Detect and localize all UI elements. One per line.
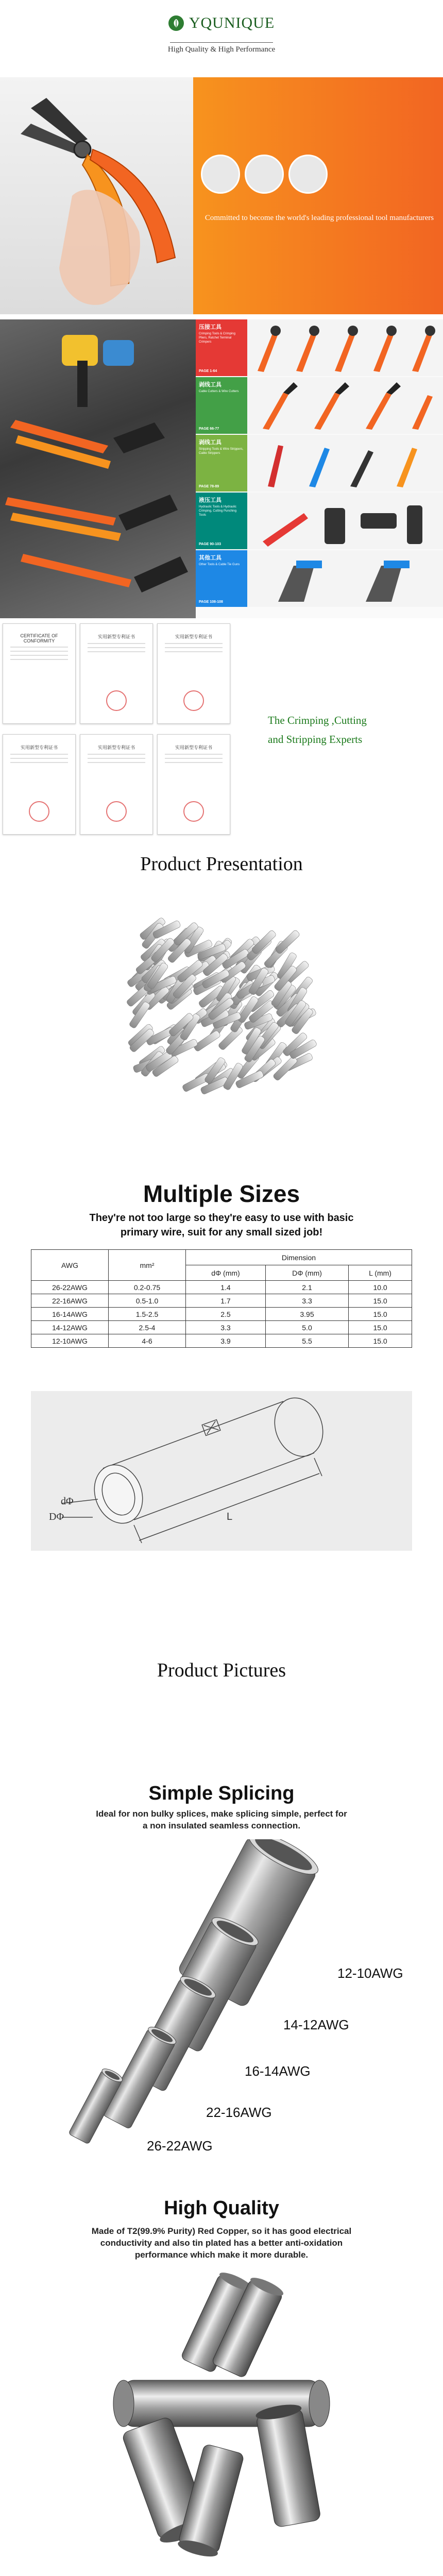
- cell-d: 1.4: [186, 1281, 266, 1294]
- awg-label-14-12: 14-12AWG: [283, 2017, 349, 2032]
- cell-L: 15.0: [349, 1294, 412, 1308]
- cell-D: 3.3: [265, 1294, 348, 1308]
- certificate-title: 实用新型专利证书: [20, 745, 58, 750]
- catalog-row-stripping: [196, 435, 443, 492]
- awg-label-26-22: 26-22AWG: [147, 2138, 213, 2154]
- cell-D: 3.95: [265, 1308, 348, 1321]
- certificate-card: [80, 623, 153, 724]
- certificate-card: [80, 734, 153, 835]
- catalog-row-cutting: [196, 377, 443, 434]
- high-quality-subtitle: Made of T2(99.9% Purity) Red Copper, so it has good electrical conductivity and also tin plated has a better anti-oxidation performance which make it more durable.: [91, 2226, 352, 2260]
- size-spec-table: [31, 1249, 412, 1348]
- catalog-card: [196, 377, 247, 434]
- certificate-title: CERTIFICATE OF CONFORMITY: [20, 633, 58, 643]
- catalog-tools-image: [247, 377, 443, 434]
- header-length: L (mm): [349, 1265, 412, 1281]
- catalog-card-title: 其他工具: [199, 555, 222, 561]
- cell-area: 1.5-2.5: [109, 1308, 186, 1321]
- catalog-card-page: PAGE 108-108: [199, 600, 223, 604]
- tool-thumbnail-3: [288, 155, 328, 194]
- cell-awg: 26-22AWG: [31, 1281, 109, 1294]
- catalog-card-title: 剥线工具: [199, 382, 222, 388]
- certificates-section: [0, 621, 443, 842]
- dimension-diagram: [31, 1391, 412, 1551]
- certificate-card: [157, 734, 230, 835]
- catalog-card: [196, 435, 247, 492]
- cell-awg: 12-10AWG: [31, 1334, 109, 1348]
- cell-L: 15.0: [349, 1334, 412, 1348]
- connector-tube: [193, 1030, 221, 1052]
- awg-label-16-14: 16-14AWG: [245, 2063, 311, 2079]
- cell-awg: 14-12AWG: [31, 1321, 109, 1334]
- catalog-card-page: PAGE 78-89: [199, 485, 219, 488]
- diagram-label-d: dΦ: [61, 1496, 74, 1507]
- cell-D: 5.0: [265, 1321, 348, 1334]
- catalog-card-subtitle: Cable Cutters & Wire Cutters: [199, 390, 239, 393]
- cell-d: 2.5: [186, 1308, 266, 1321]
- cell-area: 4-6: [109, 1334, 186, 1348]
- cell-L: 15.0: [349, 1321, 412, 1334]
- cell-d: 3.3: [186, 1321, 266, 1334]
- experts-tagline-line2: and Stripping Experts: [268, 733, 363, 745]
- brand-divider: [170, 42, 273, 43]
- seal-icon: [183, 690, 204, 711]
- cell-d: 3.9: [186, 1334, 266, 1348]
- simple-splicing-title: Simple Splicing: [148, 1783, 295, 1804]
- catalog-card: [196, 493, 247, 549]
- tools-collage-photo: [0, 319, 196, 618]
- hero-photo: [0, 77, 193, 314]
- tool-thumbnail-1: [201, 155, 240, 194]
- butt-connectors-pile-photo: [108, 907, 335, 1133]
- connectors-cluster-photo: [82, 2272, 361, 2566]
- seal-icon: [106, 690, 127, 711]
- cell-L: 15.0: [349, 1308, 412, 1321]
- catalog-card-page: PAGE 1-64: [199, 369, 217, 373]
- catalog-tools-image: [247, 493, 443, 549]
- cell-area: 0.2-0.75: [109, 1281, 186, 1294]
- header-d-large: DΦ (mm): [265, 1265, 348, 1281]
- connector-sizes-photo: [52, 1839, 422, 2159]
- catalog-card-subtitle: Crimping Tools & Crimping Pliers, Ratchet Terminal Crimpers: [199, 332, 235, 344]
- experts-tagline-line1: The Crimping ,Cutting: [268, 714, 367, 726]
- cell-awg: 16-14AWG: [31, 1308, 109, 1321]
- cell-d: 1.7: [186, 1294, 266, 1308]
- certificate-title: 实用新型专利证书: [175, 634, 212, 639]
- catalog-card: [196, 319, 247, 376]
- seal-icon: [183, 801, 204, 822]
- hero-slogan: Committed to become the world's leading professional tool manufacturers: [205, 214, 434, 222]
- table-row: [31, 1334, 412, 1348]
- diagram-label-L: L: [227, 1511, 233, 1522]
- seal-icon: [106, 801, 127, 822]
- catalog-card-subtitle: Other Tools & Cable Tie Guns: [199, 563, 240, 566]
- catalog-row-other: [196, 550, 443, 607]
- simple-splicing-subtitle: Ideal for non bulky splices, make splicing simple, perfect for a non insulated seamless connection.: [96, 1809, 347, 1831]
- header-d-small: dΦ (mm): [186, 1265, 266, 1281]
- header-dimension: Dimension: [186, 1250, 412, 1265]
- high-quality-title: High Quality: [164, 2197, 279, 2219]
- certificate-title: 实用新型专利证书: [97, 634, 135, 639]
- catalog-row-hydraulic: [196, 493, 443, 549]
- cell-D: 5.5: [265, 1334, 348, 1348]
- brand-name: YQUNIQUE: [189, 14, 275, 31]
- tool-thumbnail-2: [245, 155, 284, 194]
- header-area: mm²: [109, 1250, 186, 1281]
- catalog-card-title: 压接工具: [199, 324, 222, 330]
- diagram-label-D: DΦ: [49, 1511, 64, 1522]
- catalog-card-title: 液压工具: [199, 497, 222, 503]
- catalog-tools-image: [247, 319, 443, 376]
- awg-label-12-10: 12-10AWG: [337, 1965, 403, 1981]
- catalog-card-subtitle: Stripping Tools & Wire Strippers, Cable Strippers: [199, 448, 244, 455]
- certificate-card: [3, 623, 76, 724]
- certificate-card: [157, 623, 230, 724]
- hero-orange-panel: [193, 77, 443, 314]
- awg-label-22-16: 22-16AWG: [206, 2105, 272, 2120]
- certificate-card: [3, 734, 76, 835]
- certificate-title: 实用新型专利证书: [97, 745, 135, 750]
- hero-banner: [0, 77, 443, 314]
- brand-row: [0, 14, 443, 32]
- catalog-row-crimping: [196, 319, 443, 376]
- table-row: [31, 1294, 412, 1308]
- cell-area: 0.5-1.0: [109, 1294, 186, 1308]
- tool-catalog: [0, 319, 443, 618]
- seal-icon: [29, 801, 49, 822]
- catalog-card-title: 剥线工具: [199, 439, 222, 446]
- table-row: [31, 1281, 412, 1294]
- cell-awg: 22-16AWG: [31, 1294, 109, 1308]
- cell-D: 2.1: [265, 1281, 348, 1294]
- catalog-card-page: PAGE 66-77: [199, 427, 219, 431]
- table-row: [31, 1321, 412, 1334]
- catalog-tools-image: [247, 435, 443, 492]
- product-pictures-title: Product Pictures: [157, 1659, 286, 1681]
- cell-area: 2.5-4: [109, 1321, 186, 1334]
- table-header-row: [31, 1250, 412, 1265]
- connector-tube: [275, 929, 300, 955]
- certificate-title: 实用新型专利证书: [175, 745, 212, 750]
- catalog-card-page: PAGE 90-103: [199, 543, 222, 546]
- brand-tagline: High Quality & High Performance: [167, 45, 276, 54]
- catalog-tools-image: [247, 550, 443, 607]
- cell-L: 10.0: [349, 1281, 412, 1294]
- catalog-card: [196, 550, 247, 607]
- product-presentation-title: Product Presentation: [140, 853, 303, 875]
- header-awg: AWG: [31, 1250, 109, 1281]
- catalog-card-subtitle: Hydraulic Tools & Hydraulic Crimping, Cutting Punching Tools: [199, 505, 237, 517]
- table-row: [31, 1308, 412, 1321]
- multiple-sizes-subtitle: They're not too large so they're easy to use with basic primary wire, suit for any small sized job!: [89, 1212, 354, 1238]
- multiple-sizes-title: Multiple Sizes: [143, 1180, 300, 1207]
- brand-header: [0, 0, 443, 77]
- experts-tagline: [268, 711, 367, 749]
- leaf-logo-icon: [168, 15, 184, 31]
